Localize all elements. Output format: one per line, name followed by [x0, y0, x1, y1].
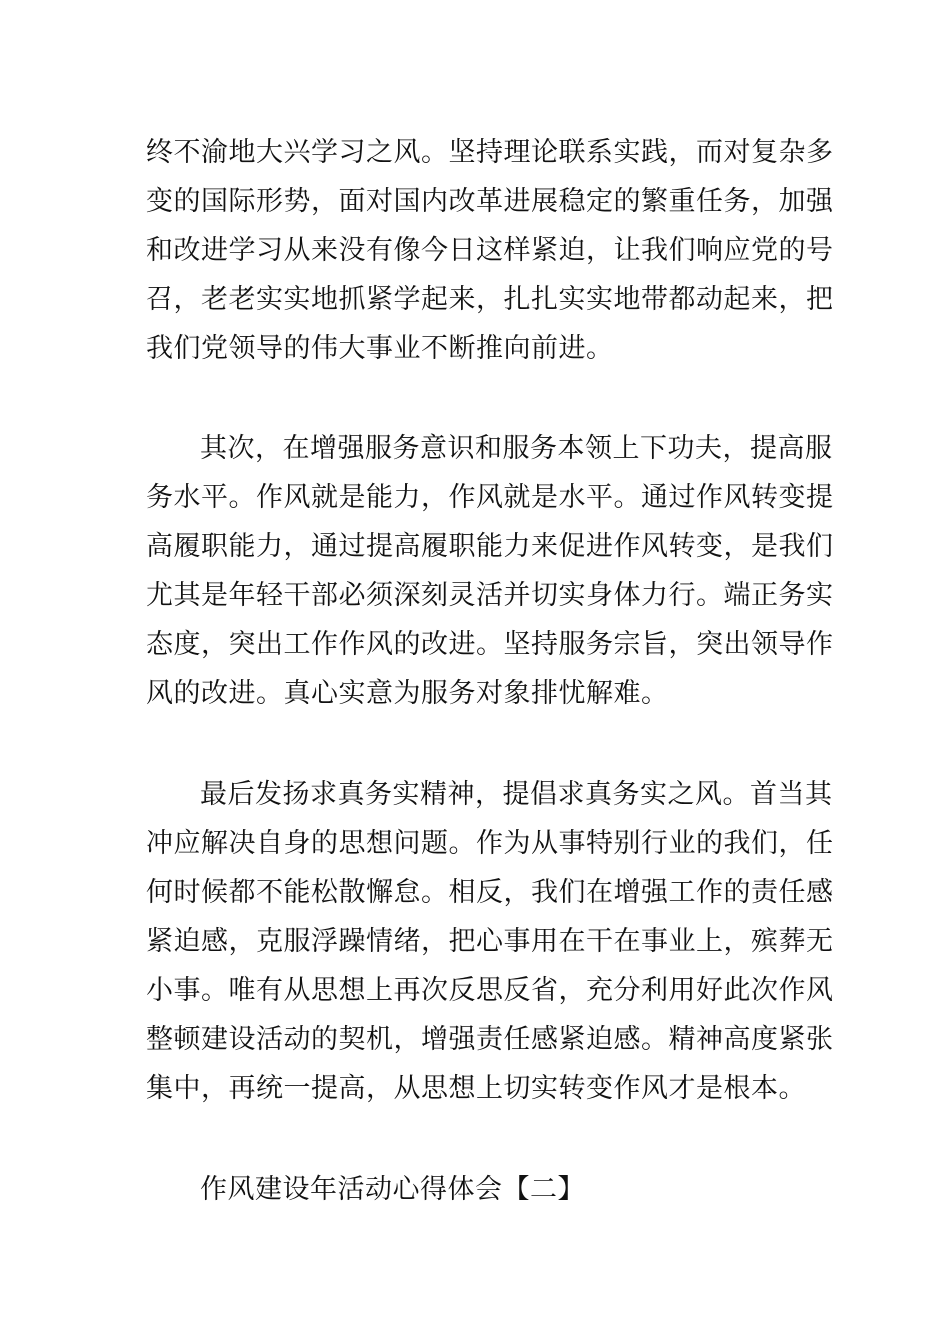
text-line: 集中，再统一提高，从思想上切实转变作风才是根本。 — [146, 1073, 806, 1104]
text-line: 变的国际形势，面对国内改革进展稳定的繁重任务，加强 — [146, 186, 834, 217]
section-heading — [146, 1165, 810, 1214]
text-line: 紧迫感，克服浮躁情绪，把心事用在干在事业上，殡葬无 — [146, 926, 834, 957]
text-line: 风的改进。真心实意为服务对象排忧解难。 — [146, 678, 669, 709]
text-line: 和改进学习从来没有像今日这样紧迫，让我们响应党的号 — [146, 235, 834, 266]
paragraph-service-awareness — [146, 424, 834, 718]
text-line: 尤其是年轻干部必须深刻灵活并切实身体力行。端正务实 — [146, 580, 834, 611]
text-line: 我们党领导的伟大事业不断推向前进。 — [146, 333, 614, 364]
text-line: 何时候都不能松散懈怠。相反，我们在增强工作的责任感 — [146, 877, 834, 908]
text-line: 终不渝地大兴学习之风。坚持理论联系实践，而对复杂多 — [146, 137, 834, 168]
text-line: 务水平。作风就是能力，作风就是水平。通过作风转变提 — [146, 482, 834, 513]
text-line: 态度，突出工作作风的改进。坚持服务宗旨，突出领导作 — [146, 629, 834, 660]
text-line: 冲应解决自身的思想问题。作为从事特别行业的我们，任 — [146, 828, 834, 859]
text-line: 小事。唯有从思想上再次反思反省，充分利用好此次作风 — [146, 975, 834, 1006]
text-line: 召，老老实实地抓紧学起来，扎扎实实地带都动起来，把 — [146, 284, 834, 315]
paragraph-study-continuation — [146, 128, 834, 373]
section-heading-text: 作风建设年活动心得体会【二】 — [200, 1174, 585, 1205]
text-line: 其次，在增强服务意识和服务本领上下功夫，提高服 — [200, 433, 833, 464]
paragraph-pragmatic-spirit — [146, 770, 834, 1113]
text-line: 高履职能力，通过提高履职能力来促进作风转变，是我们 — [146, 531, 834, 562]
text-line: 整顿建设活动的契机，增强责任感紧迫感。精神高度紧张 — [146, 1024, 834, 1055]
text-line: 最后发扬求真务实精神，提倡求真务实之风。首当其 — [200, 779, 833, 810]
